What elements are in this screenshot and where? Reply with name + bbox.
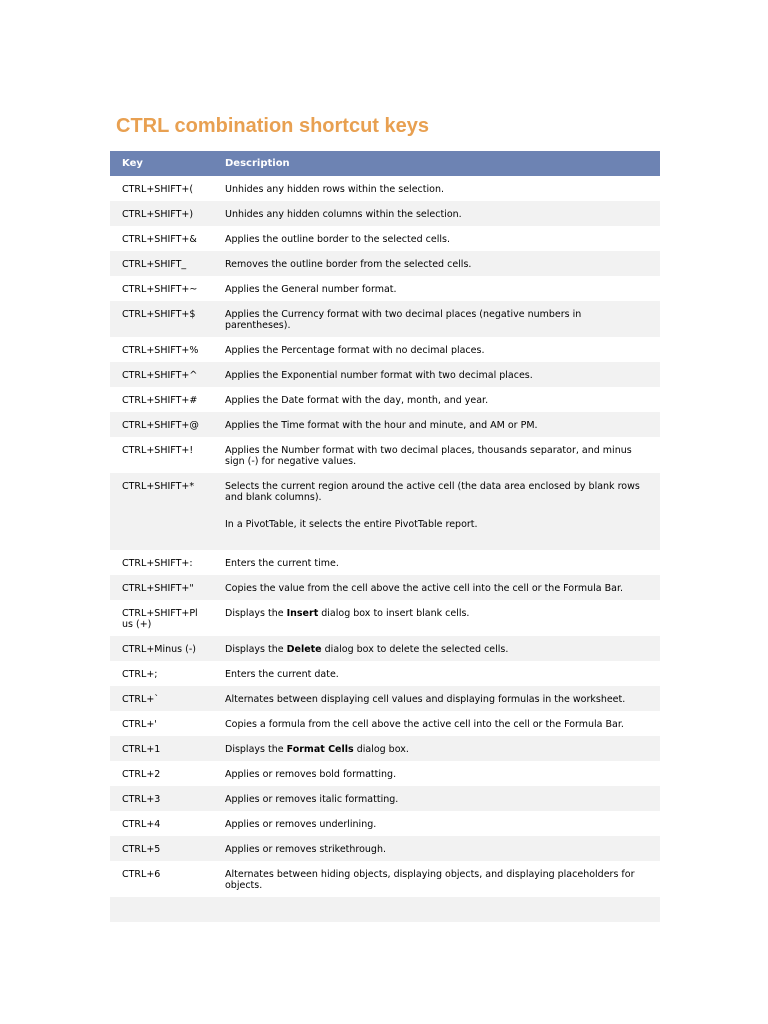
shortcut-description-cell <box>214 176 660 201</box>
table-row <box>110 861 660 897</box>
shortcut-description-cell <box>214 387 660 412</box>
description-paragraph <box>225 744 646 755</box>
description-paragraph: Applies the General number format. <box>225 284 397 295</box>
description-paragraph: Applies or removes italic formatting. <box>225 794 399 805</box>
shortcut-description-cell <box>214 201 660 226</box>
shortcut-description-cell <box>214 251 660 276</box>
table-row <box>110 276 660 301</box>
description-paragraph: Applies the Time format with the hour and minute, and AM or PM. <box>225 420 538 431</box>
empty-cell <box>110 897 214 922</box>
description-paragraph: Applies the Number format with two decimal places, thousands separator, and minus sign (-) for negative values. <box>225 445 632 467</box>
description-text: dialog box to delete the selected cells. <box>321 644 509 655</box>
description-paragraph: Selects the current region around the active cell (the data area enclosed by blank rows and blank columns). <box>225 481 640 503</box>
shortcut-description-cell <box>214 362 660 387</box>
shortcut-key-cell: CTRL+SHIFT+" <box>110 575 214 600</box>
table-row <box>110 661 660 686</box>
table-row <box>110 600 660 636</box>
table-row <box>110 811 660 836</box>
shortcut-key-cell: CTRL+SHIFT+^ <box>110 362 214 387</box>
description-text: Displays the <box>225 644 287 655</box>
shortcut-description-cell <box>214 437 660 473</box>
description-text: dialog box. <box>353 744 409 755</box>
description-paragraph: Alternates between hiding objects, displaying objects, and displaying placeholders for objects. <box>225 869 635 891</box>
shortcut-description-cell <box>214 861 660 897</box>
table-row <box>110 387 660 412</box>
description-paragraph: Copies the value from the cell above the active cell into the cell or the Formula Bar. <box>225 583 624 594</box>
empty-table-row <box>110 897 660 922</box>
shortcut-key-cell: CTRL+SHIFT+: <box>110 550 214 575</box>
shortcut-description-cell <box>214 337 660 362</box>
shortcut-description-cell <box>214 412 660 437</box>
description-paragraph: Alternates between displaying cell values and displaying formulas in the worksheet. <box>225 694 626 705</box>
table-row <box>110 786 660 811</box>
table-row <box>110 437 660 473</box>
description-paragraph: Unhides any hidden rows within the selection. <box>225 184 444 195</box>
table-row <box>110 226 660 251</box>
shortcut-key-cell: CTRL+; <box>110 661 214 686</box>
shortcut-key-cell: CTRL+SHIFT+! <box>110 437 214 473</box>
shortcut-key-cell: CTRL+Minus (-) <box>110 636 214 661</box>
shortcut-key-cell: CTRL+' <box>110 711 214 736</box>
description-paragraph: Applies the Currency format with two decimal places (negative numbers in parentheses). <box>225 309 582 331</box>
table-row <box>110 176 660 201</box>
description-paragraph: Applies the outline border to the selected cells. <box>225 234 450 245</box>
table-row <box>110 412 660 437</box>
table-header-row <box>110 151 660 176</box>
description-paragraph: Copies a formula from the cell above the active cell into the cell or the Formula Bar. <box>225 719 624 730</box>
description-text: dialog box to insert blank cells. <box>318 608 470 619</box>
shortcut-key-cell: CTRL+3 <box>110 786 214 811</box>
table-row <box>110 301 660 337</box>
shortcut-key-cell: CTRL+1 <box>110 736 214 761</box>
empty-cell <box>214 897 660 922</box>
shortcut-key-cell: CTRL+6 <box>110 861 214 897</box>
table-row <box>110 550 660 575</box>
description-paragraph: Enters the current date. <box>225 669 339 680</box>
shortcut-description-cell <box>214 575 660 600</box>
shortcut-description-cell <box>214 836 660 861</box>
shortcut-key-cell: CTRL+SHIFT+Plus (+) <box>110 600 214 636</box>
shortcut-description-cell <box>214 301 660 337</box>
shortcut-key-cell: CTRL+SHIFT+$ <box>110 301 214 337</box>
shortcut-key-cell: CTRL+SHIFT+% <box>110 337 214 362</box>
shortcut-description-cell <box>214 711 660 736</box>
description-paragraph: Unhides any hidden columns within the selection. <box>225 209 462 220</box>
description-paragraph: In a PivotTable, it selects the entire PivotTable report. <box>225 519 478 530</box>
table-row <box>110 251 660 276</box>
shortcut-key-cell: CTRL+2 <box>110 761 214 786</box>
table-row <box>110 711 660 736</box>
shortcut-description-cell <box>214 811 660 836</box>
description-paragraph <box>225 608 646 619</box>
shortcut-description-cell <box>214 761 660 786</box>
table-row <box>110 736 660 761</box>
description-paragraph: Applies the Percentage format with no decimal places. <box>225 345 485 356</box>
shortcut-description-cell <box>214 636 660 661</box>
table-row <box>110 473 660 550</box>
shortcut-description-cell <box>214 473 660 550</box>
shortcut-description-cell <box>214 550 660 575</box>
description-paragraph: Applies the Exponential number format with two decimal places. <box>225 370 533 381</box>
table-body <box>110 176 660 922</box>
shortcut-key-cell: CTRL+SHIFT+~ <box>110 276 214 301</box>
key-column-header: Key <box>110 151 214 176</box>
description-paragraph: Applies or removes strikethrough. <box>225 844 387 855</box>
table-row <box>110 337 660 362</box>
description-bold-term: Delete <box>286 644 322 655</box>
shortcut-key-cell: CTRL+SHIFT+@ <box>110 412 214 437</box>
description-text: Displays the <box>225 608 287 619</box>
description-paragraph: Enters the current time. <box>225 558 339 569</box>
description-paragraph: Applies or removes underlining. <box>225 819 377 830</box>
shortcut-description-cell <box>214 276 660 301</box>
shortcut-key-cell: CTRL+4 <box>110 811 214 836</box>
shortcut-key-cell: CTRL+SHIFT+# <box>110 387 214 412</box>
shortcut-description-cell <box>214 600 660 636</box>
table-row <box>110 686 660 711</box>
shortcut-key-cell: CTRL+5 <box>110 836 214 861</box>
shortcut-description-cell <box>214 736 660 761</box>
shortcut-key-cell: CTRL+SHIFT+) <box>110 201 214 226</box>
description-paragraph: Applies or removes bold formatting. <box>225 769 397 780</box>
description-paragraph: Applies the Date format with the day, month, and year. <box>225 395 489 406</box>
table-row <box>110 636 660 661</box>
shortcut-description-cell <box>214 661 660 686</box>
table-row <box>110 575 660 600</box>
table-row <box>110 201 660 226</box>
table-row <box>110 836 660 861</box>
description-paragraph <box>225 644 646 655</box>
description-bold-term: Format Cells <box>286 744 354 755</box>
description-paragraph: Removes the outline border from the selected cells. <box>225 259 472 270</box>
shortcut-table <box>110 151 660 922</box>
shortcut-key-cell: CTRL+SHIFT+* <box>110 473 214 550</box>
shortcut-description-cell <box>214 226 660 251</box>
shortcut-key-cell: CTRL+SHIFT_ <box>110 251 214 276</box>
description-bold-term: Insert <box>286 608 319 619</box>
shortcut-description-cell <box>214 786 660 811</box>
description-column-header: Description <box>214 151 660 176</box>
page-title: CTRL combination shortcut keys <box>116 115 430 137</box>
shortcut-key-cell: CTRL+SHIFT+& <box>110 226 214 251</box>
table-row <box>110 761 660 786</box>
table-row <box>110 362 660 387</box>
shortcut-key-cell: CTRL+SHIFT+( <box>110 176 214 201</box>
description-text: Displays the <box>225 744 287 755</box>
shortcut-key-cell: CTRL+` <box>110 686 214 711</box>
shortcut-description-cell <box>214 686 660 711</box>
